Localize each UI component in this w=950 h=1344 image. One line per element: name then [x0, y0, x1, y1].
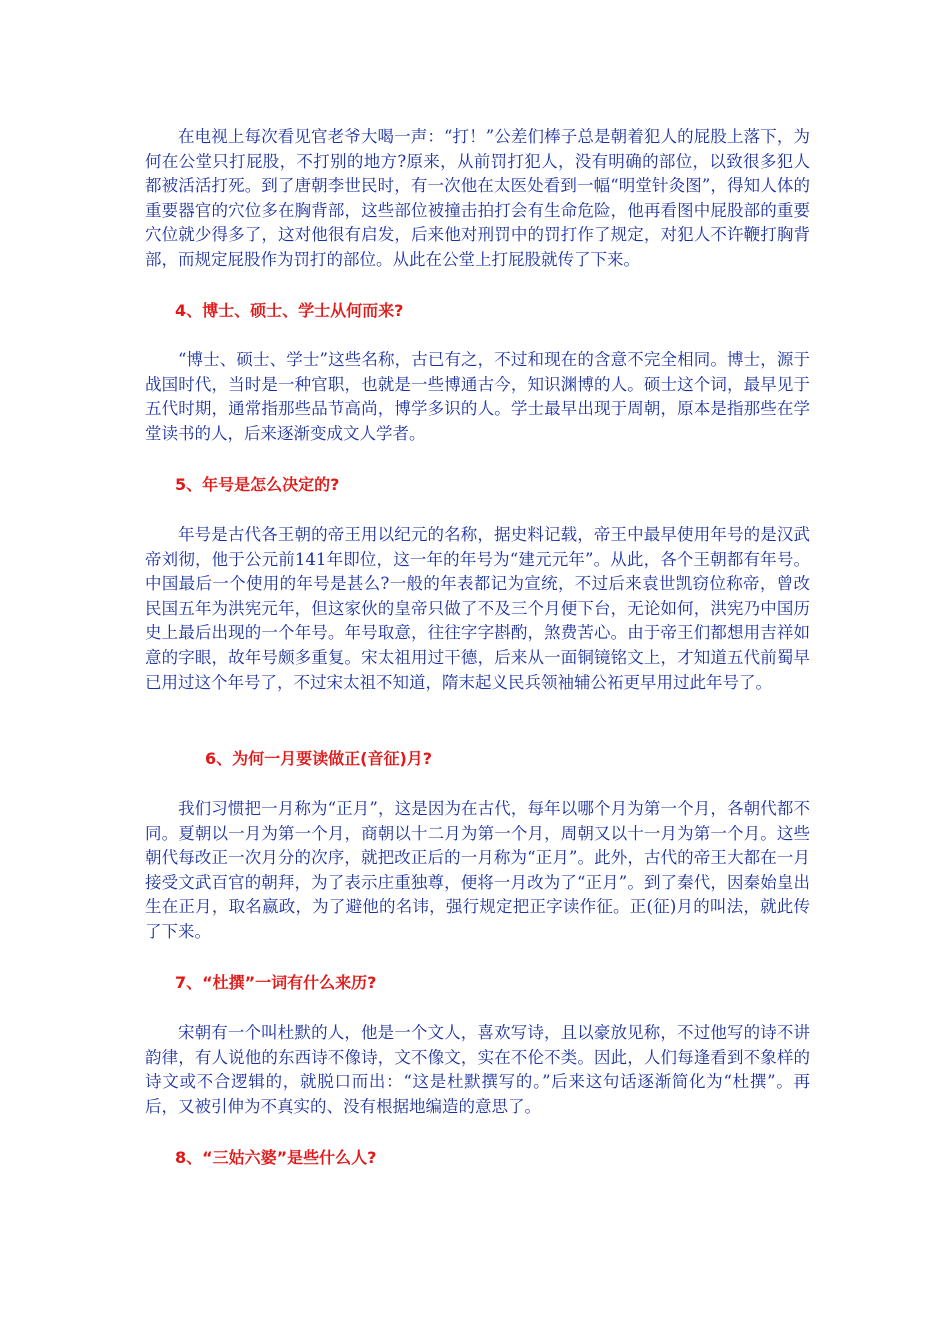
paragraph-6: 我们习惯把一月称为“正月”，这是因为在古代，每年以哪个月为第一个月，各朝代都不同。夏朝以一月为第一个月，商朝以十二月为第一个月，周朝又以十一月为第一个月。这些朝代每改正一次月分的次序，就把改正后的一月称为“正月”。此外，古代的帝王大都在一月接受文武百官的朝拜，为了表示庄重独尊，便将一月改为了“正月”。到了秦代，因秦始皇出生在正月，取名嬴政，为了避他的名讳，强行规定把正字读作征。正(征)月的叫法，就此传了下来。	[145, 799, 810, 941]
paragraph-4: “博士、硕士、学士”这些名称，古已有之，不过和现在的含意不完全相同。博士，源于战国时代，当时是一种官职，也就是一些博通古今，知识渊博的人。硕士这个词，最早见于五代时期，通常指那些品节高尚，博学多识的人。学士最早出现于周朝，原本是指那些在学堂读书的人，后来逐渐变成文人学者。	[145, 350, 810, 443]
heading-5: 5、年号是怎么决定的?	[175, 475, 340, 494]
heading-8: 8、“三姑六婆”是些什么人?	[175, 1148, 377, 1167]
paragraph-5: 年号是古代各王朝的帝王用以纪元的名称，据史料记载，帝王中最早使用年号的是汉武帝刘彻，他于公元前141年即位，这一年的年号为“建元元年”。从此，各个王朝都有年号。中国最后一个使用的年号是甚么?一般的年表都记为宣统，不过后来袁世凯窃位称帝，曾改民国五年为洪宪元年，但这家伙的皇帝只做了不及三个月便下台，无论如何，洪宪乃中国历史上最后出现的一个年号。年号取意，往往字字斟酌，煞费苦心。由于帝王们都想用吉祥如意的字眼，故年号颇多重复。宋太祖用过干德，后来从一面铜镜铭文上，才知道五代前蜀早已用过这个年号了，不过宋太祖不知道，隋末起义民兵领袖辅公祏更早用过此年号了。	[145, 525, 810, 692]
heading-7: 7、“杜撰”一词有什么来历?	[175, 973, 377, 992]
paragraph-7: 宋朝有一个叫杜默的人，他是一个文人，喜欢写诗，且以豪放见称，不过他写的诗不讲韵律，有人说他的东西诗不像诗，文不像文，实在不伦不类。因此，人们每逢看到不象样的诗文或不合逻辑的，就脱口而出：“这是杜默撰写的。”后来这句话逐渐简化为“杜撰”。再后，又被引伸为不真实的、没有根据地编造的意思了。	[145, 1023, 810, 1116]
heading-4: 4、博士、硕士、学士从何而来?	[175, 301, 404, 320]
paragraph-intro: 在电视上每次看见官老爷大喝一声：“打！”公差们棒子总是朝着犯人的屁股上落下，为何在公堂只打屁股，不打别的地方?原来，从前罚打犯人，没有明确的部位，以致很多犯人都被活活打死。到了唐朝李世民时，有一次他在太医处看到一幅“明堂针灸图”，得知人体的重要器官的穴位多在胸背部，这些部位被撞击拍打会有生命危险，他再看图中屁股部的重要穴位就少得多了，这对他很有启发，后来他对刑罚中的罚打作了规定，对犯人不许鞭打胸背部，而规定屁股作为罚打的部位。从此在公堂上打屁股就传了下来。	[145, 127, 810, 269]
heading-6: 6、为何一月要读做正(音征)月?	[205, 749, 433, 768]
